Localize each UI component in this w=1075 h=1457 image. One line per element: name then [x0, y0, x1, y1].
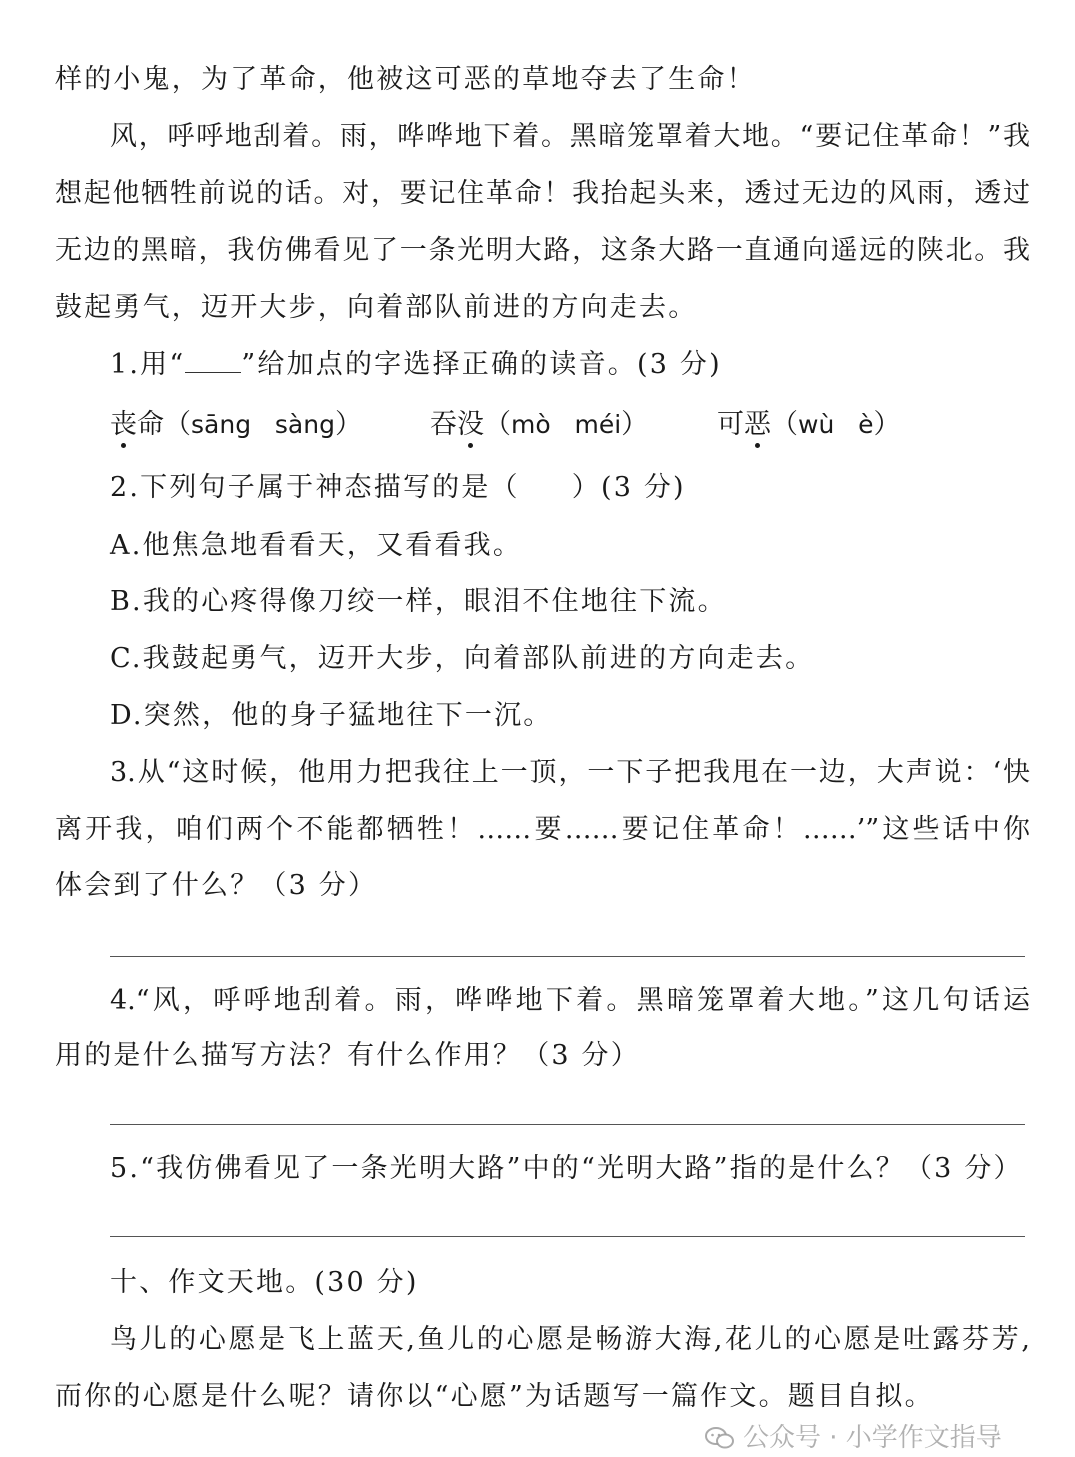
watermark: [705, 1417, 1002, 1457]
question-1-prefix: 1.用“: [110, 349, 186, 380]
passage-line: 无边的黑暗，我仿佛看见了一条光明大路，这条大路一直通向遥远的陕北。我: [55, 235, 1030, 266]
option-c: C.我鼓起勇气，迈开大步，向着部队前进的方向走去。: [110, 643, 815, 674]
wechat-official-icon: [705, 1426, 735, 1450]
question-4-line: 4.“风，呼呼地刮着。雨，哗哗地下着。黑暗笼罩着大地。”这几句话运: [110, 985, 1030, 1016]
dotted-character: 恶: [744, 409, 771, 440]
answer-line[interactable]: [110, 1124, 1025, 1125]
question-3-line: 离开我，咱们两个不能都牺牲！……要……要记住革命！……’”这些话中你: [55, 814, 1030, 845]
dotted-character: 没: [457, 409, 484, 440]
watermark-text: 公众号 · 小学作文指导: [743, 1423, 1002, 1453]
pinyin-choice-3: 可恶（wù è）: [717, 409, 901, 440]
underline-mark: [185, 350, 241, 373]
pinyin-options: wù è: [798, 410, 874, 439]
section-10-title: 十、作文天地。(30 分): [110, 1267, 419, 1298]
passage-line: 鼓起勇气，迈开大步，向着部队前进的方向走去。: [55, 292, 698, 323]
question-3-line: 体会到了什么？（3 分）: [55, 870, 378, 901]
dotted-character: 丧: [110, 409, 137, 440]
question-4-line: 用的是什么描写方法？有什么作用？（3 分）: [55, 1040, 640, 1071]
pinyin-options: mò méi: [511, 410, 622, 439]
passage-line: 风，呼呼地刮着。雨，哗哗地下着。黑暗笼罩着大地。“要记住革命！”我: [110, 121, 1030, 152]
answer-line[interactable]: [110, 956, 1025, 957]
pinyin-choice-2: 吞没（mò méi）: [430, 409, 649, 440]
question-1-stem: [110, 345, 1030, 385]
question-3-line: 3.从“这时候，他用力把我往上一顶，一下子把我甩在一边，大声说：‘快: [110, 757, 1030, 788]
composition-prompt: 鸟儿的心愿是飞上蓝天,鱼儿的心愿是畅游大海,花儿的心愿是吐露芬芳,: [110, 1324, 1030, 1355]
answer-line[interactable]: [110, 1236, 1025, 1237]
composition-prompt: 而你的心愿是什么呢？请你以“心愿”为话题写一篇作文。题目自拟。: [55, 1381, 934, 1412]
passage-line: 想起他牺牲前说的话。对，要记住革命！我抬起头来，透过无边的风雨，透过: [55, 178, 1030, 209]
option-a: A.他焦急地看看天，又看看我。: [110, 530, 523, 561]
question-2-stem: 2.下列句子属于神态描写的是（ ）(3 分): [110, 472, 686, 503]
question-1-suffix: ”给加点的字选择正确的读音。(3 分): [241, 349, 722, 380]
passage-line: 样的小鬼，为了革命，他被这可恶的草地夺去了生命！: [55, 64, 756, 95]
pinyin-options: sāng sàng: [191, 410, 335, 439]
option-d: D.突然，他的身子猛地往下一沉。: [110, 700, 553, 731]
option-b: B.我的心疼得像刀绞一样，眼泪不住地往下流。: [110, 586, 727, 617]
pinyin-choice-1: 丧命（sāng sàng）: [110, 409, 362, 440]
question-5-line: 5.“我仿佛看见了一条光明大路”中的“光明大路”指的是什么？（3 分）: [110, 1153, 1023, 1184]
